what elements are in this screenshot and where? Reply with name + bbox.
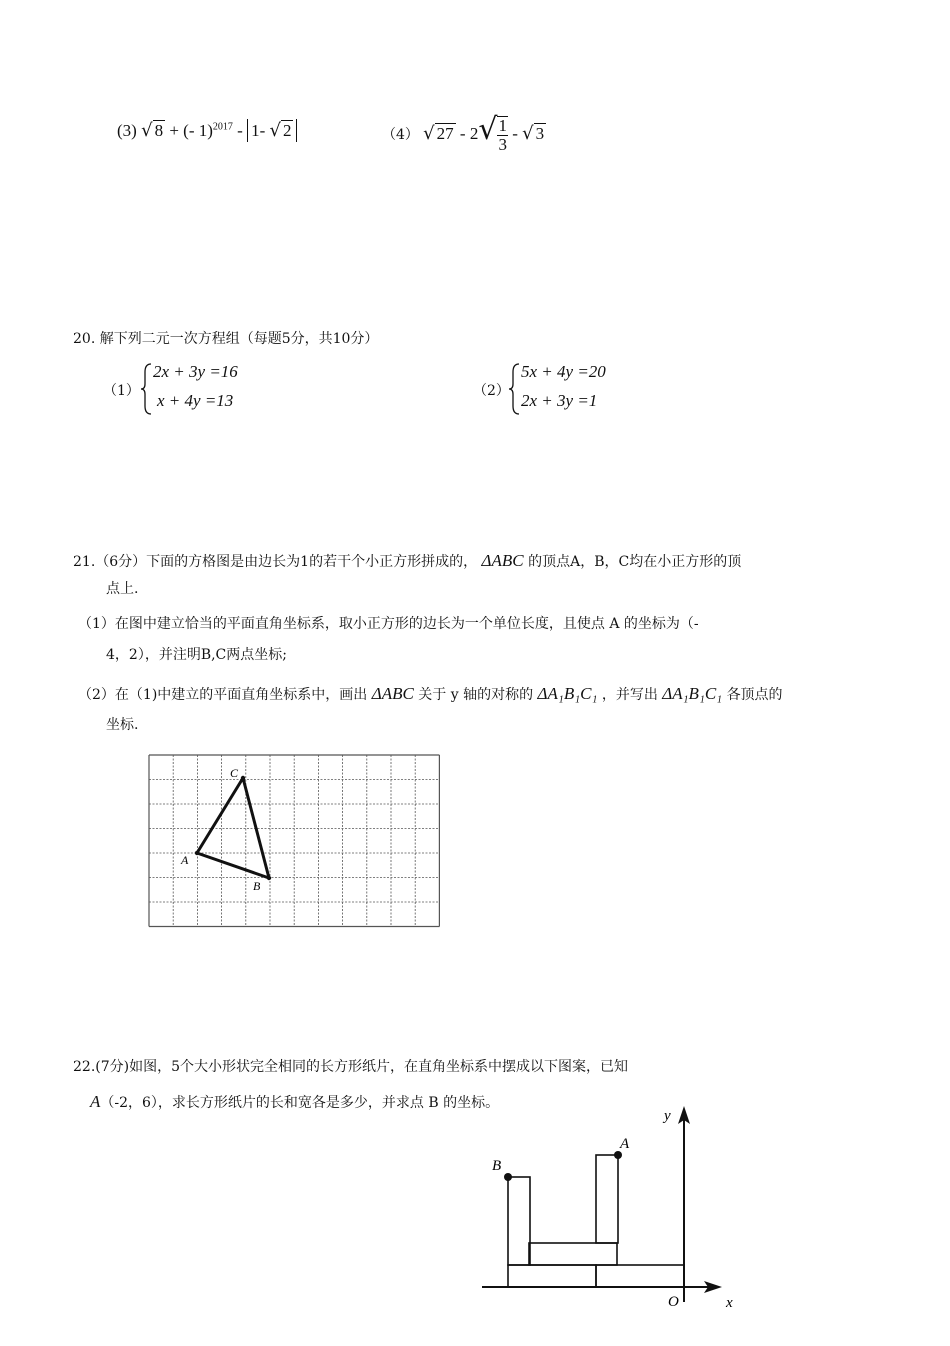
q19-part3: (3) √ 8 + (- 1)$^{2017}$ - 1- √ 2	[117, 120, 297, 141]
q21-line2: 点上.	[106, 581, 139, 597]
triangle-abc	[197, 778, 269, 878]
q22-figure	[478, 1102, 758, 1322]
rect-tall-right	[596, 1155, 618, 1243]
radical-icon: √	[141, 120, 153, 141]
label-b: B	[492, 1158, 502, 1174]
label-a: A	[620, 1136, 630, 1152]
q22-line2: A（-2，6），求长方形纸片的长和宽各是多少，并求点 B 的坐标。	[90, 1092, 500, 1111]
rect-bottom-left	[508, 1265, 596, 1287]
label-b: B	[253, 879, 261, 893]
radical-icon: √	[269, 120, 281, 141]
q21-part2-line1: （2）在（1)中建立的平面直角坐标系中，画出 ΔABC 关于 y 轴的对称的 ΔA₁B₁C₁ ，并写出 ΔA₁B₁C₁ 各顶点的	[78, 684, 783, 703]
q21-grid-figure	[145, 752, 445, 932]
point-b	[504, 1173, 512, 1181]
rect-tall-left	[508, 1177, 530, 1265]
radical-icon: √	[478, 112, 498, 147]
q21-part1-line2: 4，2），并注明B,C两点坐标;	[106, 647, 287, 663]
q21-line1: 21.（6分）下面的方格图是由边长为1的若干个小正方形拼成的， ΔABC 的顶点A，B，C均在小正方形的顶	[73, 551, 742, 570]
label-o: O	[668, 1294, 679, 1310]
label-a: A	[181, 853, 189, 867]
radical-icon: √	[423, 123, 435, 144]
vertex-b	[267, 876, 271, 880]
vertex-a	[195, 851, 199, 855]
vertex-c	[241, 776, 245, 780]
rect-bottom-right	[596, 1265, 684, 1287]
grid-lines	[149, 755, 439, 927]
q19-part4: （4） √ 27 - 2√ $\frac{1}{3}$ - √ 3	[382, 112, 545, 155]
absolute-value: 1- √ 2	[247, 119, 297, 142]
fraction: $\frac{1}{3}$	[498, 116, 507, 155]
rect-middle	[529, 1243, 617, 1265]
label-c: C	[230, 766, 239, 780]
point-a	[614, 1151, 622, 1159]
q20-heading: 20. 解下列二元一次方程组（每题5分，共10分）	[73, 331, 379, 347]
q21-part1-line1: （1）在图中建立恰当的平面直角坐标系，取小正方形的边长为一个单位长度，且使点 A 的坐标为（-	[78, 616, 699, 632]
brace-icon	[509, 362, 521, 416]
brace-icon	[141, 362, 153, 416]
q21-part2-line2: 坐标.	[106, 717, 139, 733]
radical-icon: √	[522, 123, 534, 144]
q22-line1: 22.(7分)如图，5个大小形状完全相同的长方形纸片，在直角坐标系中摆成以下图案，已知	[73, 1059, 629, 1075]
label-x: x	[726, 1295, 733, 1311]
label-y: y	[664, 1108, 671, 1124]
